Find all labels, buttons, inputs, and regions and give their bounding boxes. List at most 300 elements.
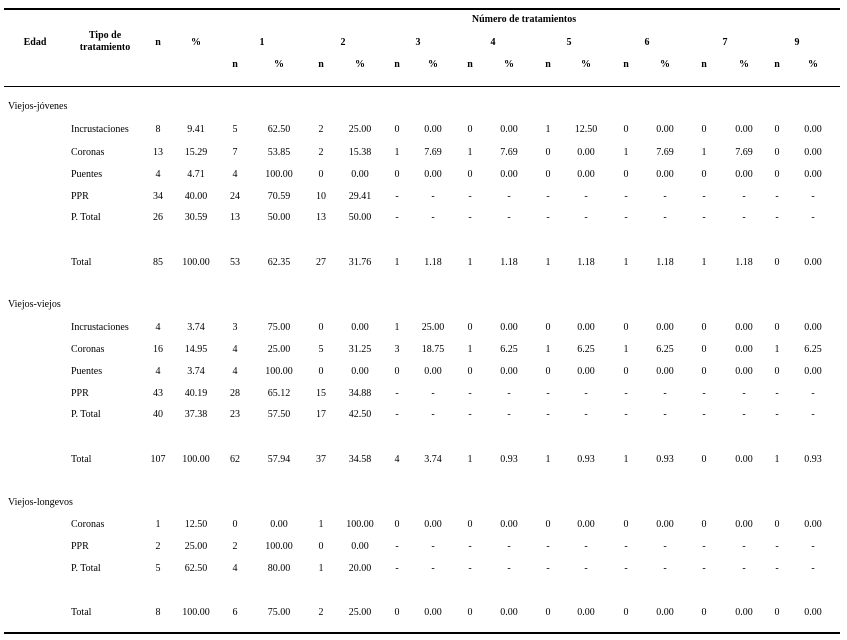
table-cell: 7.69 (656, 147, 674, 158)
header-sub-n: n (394, 59, 400, 70)
header-divider-rule (4, 86, 840, 87)
table-cell: 34 (153, 191, 163, 202)
row-label: PPR (71, 388, 89, 399)
table-cell: 0.00 (500, 322, 518, 333)
table-cell: 0 (774, 322, 780, 333)
total-cell: 1 (467, 454, 473, 465)
total-cell: 1 (394, 257, 400, 268)
table-cell: 12.50 (574, 124, 598, 135)
table-cell: - (468, 191, 472, 202)
table-cell: 1 (774, 344, 780, 355)
table-cell: 0 (467, 322, 473, 333)
table-cell: 65.12 (267, 388, 291, 399)
table-cell: 62.50 (267, 124, 291, 135)
total-cell: 1.18 (656, 257, 674, 268)
table-cell: - (546, 212, 550, 223)
table-cell: 1 (623, 147, 629, 158)
table-cell: 0.00 (804, 366, 822, 377)
table-cell: 23 (230, 409, 240, 420)
total-cell: 1 (623, 454, 629, 465)
table-cell: 25.00 (267, 344, 291, 355)
table-cell: 0 (623, 322, 629, 333)
table-cell: - (431, 212, 435, 223)
table-cell: - (663, 541, 667, 552)
row-label: Incrustaciones (71, 322, 129, 333)
table-cell: 1 (394, 147, 400, 158)
table-cell: 7.69 (424, 147, 442, 158)
table-cell: 0 (232, 519, 238, 530)
table-cell: 0 (701, 169, 707, 180)
total-cell: 0.00 (804, 257, 822, 268)
table-cell: - (546, 563, 550, 574)
total-cell: 37 (316, 454, 326, 465)
table-cell: - (624, 409, 628, 420)
table-cell: 0 (318, 322, 324, 333)
table-cell: 0 (467, 169, 473, 180)
header-group-2: 2 (340, 37, 346, 48)
table-cell: 0.00 (656, 519, 674, 530)
table-cell: - (775, 409, 779, 420)
table-cell: 0.00 (500, 366, 518, 377)
table-cell: - (624, 541, 628, 552)
table-cell: - (584, 388, 588, 399)
total-cell: 1 (623, 257, 629, 268)
table-cell: 0 (774, 366, 780, 377)
row-label: PPR (71, 191, 89, 202)
table-cell: - (395, 563, 399, 574)
table-cell: 1 (623, 344, 629, 355)
table-cell: 0 (623, 169, 629, 180)
table-cell: 9.41 (187, 124, 205, 135)
table-cell: - (663, 563, 667, 574)
table-cell: 100.00 (265, 169, 293, 180)
header-numero-tratamientos: Número de tratamientos (471, 14, 577, 25)
table-cell: 50.00 (348, 212, 372, 223)
table-cell: 100.00 (265, 366, 293, 377)
table-cell: 1 (394, 322, 400, 333)
total-cell: 0.00 (735, 454, 753, 465)
table-cell: 0.00 (577, 519, 595, 530)
table-cell: 14.95 (184, 344, 208, 355)
table-cell: 18.75 (421, 344, 445, 355)
table-cell: - (546, 541, 550, 552)
table-cell: 0.00 (500, 169, 518, 180)
total-cell: 0.00 (804, 607, 822, 618)
table-cell: - (624, 191, 628, 202)
table-cell: 1 (467, 147, 473, 158)
table-cell: 100.00 (265, 541, 293, 552)
table-cell: 0.00 (351, 322, 369, 333)
table-cell: 0.00 (656, 322, 674, 333)
total-cell: 2 (318, 607, 324, 618)
table-cell: 0 (394, 366, 400, 377)
total-cell: 3.74 (424, 454, 442, 465)
table-cell: - (431, 541, 435, 552)
total-cell: 4 (394, 454, 400, 465)
table-cell: 0.00 (577, 366, 595, 377)
table-cell: 0.00 (804, 322, 822, 333)
table-cell: 0 (545, 366, 551, 377)
table-cell: 0.00 (656, 169, 674, 180)
table-cell: 100.00 (346, 519, 374, 530)
header-sub-pct: % (274, 59, 284, 70)
row-label: Puentes (71, 366, 103, 377)
table-cell: 0.00 (577, 169, 595, 180)
total-row-label: Total (71, 454, 92, 465)
table-cell: 0 (318, 366, 324, 377)
header-edad: Edad (23, 37, 47, 48)
total-cell: 0 (545, 607, 551, 618)
table-cell: - (584, 191, 588, 202)
header-sub-n: n (232, 59, 238, 70)
total-cell: 0.00 (656, 607, 674, 618)
total-cell: 0.93 (577, 454, 595, 465)
table-cell: - (507, 388, 511, 399)
table-cell: 0 (545, 519, 551, 530)
header-sub-n: n (701, 59, 707, 70)
table-cell: 1 (318, 563, 324, 574)
table-cell: 0.00 (735, 366, 753, 377)
header-sub-pct: % (739, 59, 749, 70)
total-cell: 1 (701, 257, 707, 268)
table-cell: - (663, 388, 667, 399)
table-cell: 40 (153, 409, 163, 420)
row-label: Incrustaciones (71, 124, 129, 135)
header-group-3: 3 (415, 37, 421, 48)
table-cell: 0.00 (735, 519, 753, 530)
table-cell: 15.38 (348, 147, 372, 158)
section-label: Viejos-jóvenes (8, 101, 68, 112)
table-cell: - (742, 541, 746, 552)
table-cell: 4.71 (187, 169, 205, 180)
table-cell: - (507, 541, 511, 552)
table-cell: 0 (623, 519, 629, 530)
table-cell: - (702, 212, 706, 223)
table-cell: 24 (230, 191, 240, 202)
table-cell: 12.50 (184, 519, 208, 530)
table-cell: - (702, 388, 706, 399)
table-cell: - (584, 541, 588, 552)
total-cell: 0 (701, 454, 707, 465)
table-cell: 0.00 (577, 322, 595, 333)
table-cell: 0 (394, 519, 400, 530)
table-cell: - (811, 409, 815, 420)
total-cell: 0 (774, 607, 780, 618)
total-cell: 0 (623, 607, 629, 618)
total-cell: 0.00 (500, 607, 518, 618)
header-sub-pct: % (428, 59, 438, 70)
total-cell: 0.93 (656, 454, 674, 465)
table-cell: 40.19 (184, 388, 208, 399)
total-cell: 57.94 (267, 454, 291, 465)
table-cell: 13 (153, 147, 163, 158)
table-cell: - (395, 541, 399, 552)
table-cell: - (811, 191, 815, 202)
table-cell: 0.00 (351, 541, 369, 552)
table-cell: 5 (232, 124, 238, 135)
table-cell: - (811, 563, 815, 574)
header-sub-n: n (623, 59, 629, 70)
total-cell: 0 (774, 257, 780, 268)
table-cell: - (702, 541, 706, 552)
table-cell: 4 (232, 169, 238, 180)
table-cell: 37.38 (184, 409, 208, 420)
table-cell: 17 (316, 409, 326, 420)
table-cell: 0 (774, 519, 780, 530)
table-cell: 0 (701, 124, 707, 135)
table-cell: 70.59 (267, 191, 291, 202)
table-cell: - (468, 388, 472, 399)
table-cell: - (663, 212, 667, 223)
header-group-9: 9 (794, 37, 800, 48)
table-cell: - (546, 409, 550, 420)
header-sub-pct: % (660, 59, 670, 70)
table-cell: 5 (155, 563, 161, 574)
table-cell: - (584, 409, 588, 420)
total-row-label: Total (71, 257, 92, 268)
table-cell: 8 (155, 124, 161, 135)
table-cell: 0.00 (424, 124, 442, 135)
table-cell: 25.00 (348, 124, 372, 135)
total-cell: 85 (153, 257, 163, 268)
total-cell: 0 (394, 607, 400, 618)
total-cell: 0.00 (735, 607, 753, 618)
total-cell: 1.18 (577, 257, 595, 268)
table-cell: 4 (232, 344, 238, 355)
table-cell: - (468, 212, 472, 223)
table-cell: 34.88 (348, 388, 372, 399)
total-cell: 1 (774, 454, 780, 465)
table-cell: 10 (316, 191, 326, 202)
table-cell: - (395, 212, 399, 223)
table-cell: 0 (467, 519, 473, 530)
table-cell: - (702, 191, 706, 202)
table-cell: 1 (155, 519, 161, 530)
table-cell: 0 (545, 147, 551, 158)
table-cell: 1 (545, 124, 551, 135)
table-cell: 0.00 (735, 344, 753, 355)
table-cell: 6.25 (500, 344, 518, 355)
header-group-7: 7 (722, 37, 728, 48)
table-cell: 43 (153, 388, 163, 399)
table-cell: 0.00 (424, 519, 442, 530)
table-cell: - (468, 409, 472, 420)
table-cell: - (395, 191, 399, 202)
total-cell: 8 (155, 607, 161, 618)
table-cell: - (395, 409, 399, 420)
table-cell: 0 (545, 322, 551, 333)
table-cell: 0 (701, 519, 707, 530)
total-cell: 100.00 (182, 454, 210, 465)
table-cell: 0 (394, 169, 400, 180)
header-sub-n: n (545, 59, 551, 70)
table-cell: - (395, 388, 399, 399)
total-cell: 75.00 (267, 607, 291, 618)
table-cell: 7.69 (735, 147, 753, 158)
table-cell: - (507, 212, 511, 223)
table-cell: - (702, 563, 706, 574)
table-cell: - (584, 563, 588, 574)
table-cell: 0.00 (351, 169, 369, 180)
table-cell: - (702, 409, 706, 420)
table-cell: 28 (230, 388, 240, 399)
table-cell: 0.00 (656, 366, 674, 377)
table-cell: 1 (701, 147, 707, 158)
table-cell: 75.00 (267, 322, 291, 333)
header-sub-n: n (467, 59, 473, 70)
table-cell: 6.25 (656, 344, 674, 355)
table-cell: - (624, 563, 628, 574)
table-cell: 0.00 (424, 169, 442, 180)
table-cell: 7 (232, 147, 238, 158)
table-cell: 7.69 (500, 147, 518, 158)
table-cell: - (742, 563, 746, 574)
table-cell: 42.50 (348, 409, 372, 420)
table-cell: - (811, 541, 815, 552)
table-cell: 0.00 (500, 124, 518, 135)
header-sub-pct: % (808, 59, 818, 70)
table-cell: 53.85 (267, 147, 291, 158)
row-label: P. Total (71, 409, 101, 420)
table-cell: - (468, 541, 472, 552)
row-label: P. Total (71, 563, 101, 574)
table-cell: - (431, 563, 435, 574)
table-cell: 20.00 (348, 563, 372, 574)
header-group-6: 6 (644, 37, 650, 48)
header-sub-pct: % (504, 59, 514, 70)
table-cell: 16 (153, 344, 163, 355)
top-rule (4, 8, 840, 10)
table-cell: - (811, 212, 815, 223)
table-cell: 29.41 (348, 191, 372, 202)
table-cell: - (507, 191, 511, 202)
total-cell: 0.00 (424, 607, 442, 618)
table-cell: 3.74 (187, 366, 205, 377)
table-cell: - (775, 541, 779, 552)
total-cell: 27 (316, 257, 326, 268)
table-cell: 40.00 (184, 191, 208, 202)
table-cell: 0.00 (351, 366, 369, 377)
total-cell: 0.00 (577, 607, 595, 618)
table-cell: - (775, 212, 779, 223)
total-cell: 0.93 (500, 454, 518, 465)
table-cell: 0 (394, 124, 400, 135)
header-group-5: 5 (566, 37, 572, 48)
table-cell: - (584, 212, 588, 223)
table-cell: 4 (155, 322, 161, 333)
table-cell: 15.29 (184, 147, 208, 158)
table-cell: 0 (623, 366, 629, 377)
table-cell: 3.74 (187, 322, 205, 333)
table-cell: 62.50 (184, 563, 208, 574)
table-cell: 1 (545, 344, 551, 355)
table-cell: 2 (318, 147, 324, 158)
table-cell: 2 (155, 541, 161, 552)
table-cell: - (546, 191, 550, 202)
table-cell: - (742, 212, 746, 223)
table-cell: 3 (394, 344, 400, 355)
total-cell: 1 (545, 454, 551, 465)
total-cell: 62 (230, 454, 240, 465)
table-cell: 4 (232, 366, 238, 377)
row-label: PPR (71, 541, 89, 552)
section-label: Viejos-longevos (8, 497, 73, 508)
table-cell: - (468, 563, 472, 574)
table-cell: 5 (318, 344, 324, 355)
total-cell: 53 (230, 257, 240, 268)
header-group-1: 1 (259, 37, 265, 48)
table-cell: 13 (316, 212, 326, 223)
table-cell: - (431, 191, 435, 202)
table-cell: 0.00 (656, 124, 674, 135)
row-label: Coronas (71, 147, 105, 158)
table-cell: 4 (155, 169, 161, 180)
table-cell: 0.00 (735, 169, 753, 180)
table-cell: 2 (318, 124, 324, 135)
header-pct: % (191, 37, 201, 48)
table-cell: 0 (545, 169, 551, 180)
table-cell: 0 (701, 344, 707, 355)
table-cell: 6.25 (577, 344, 595, 355)
total-row-label: Total (71, 607, 92, 618)
row-label: P. Total (71, 212, 101, 223)
table-cell: 0 (701, 366, 707, 377)
table-cell: 0.00 (424, 366, 442, 377)
table-cell: 3 (232, 322, 238, 333)
table-cell: 0.00 (270, 519, 288, 530)
row-label: Coronas (71, 344, 105, 355)
table-cell: 4 (155, 366, 161, 377)
table-cell: - (624, 388, 628, 399)
table-cell: 0.00 (500, 519, 518, 530)
table-cell: 0 (774, 147, 780, 158)
bottom-rule (4, 632, 840, 634)
total-cell: 1 (467, 257, 473, 268)
table-cell: 2 (232, 541, 238, 552)
table-cell: - (742, 409, 746, 420)
total-cell: 1.18 (735, 257, 753, 268)
table-cell: 31.25 (348, 344, 372, 355)
header-sub-pct: % (581, 59, 591, 70)
total-cell: 1.18 (424, 257, 442, 268)
total-cell: 1.18 (500, 257, 518, 268)
table-cell: 0 (623, 124, 629, 135)
table-cell: - (507, 409, 511, 420)
total-cell: 100.00 (182, 257, 210, 268)
table-cell: 25.00 (184, 541, 208, 552)
table-cell: 0.00 (735, 124, 753, 135)
table-cell: 30.59 (184, 212, 208, 223)
table-cell: - (663, 409, 667, 420)
table-cell: - (742, 388, 746, 399)
table-cell: 0.00 (804, 169, 822, 180)
header-tipo-tratamiento: Tipo de tratamiento (79, 30, 131, 53)
table-cell: 0 (774, 124, 780, 135)
table-cell: 6.25 (804, 344, 822, 355)
table-cell: - (624, 212, 628, 223)
total-cell: 100.00 (182, 607, 210, 618)
table-cell: 0 (467, 124, 473, 135)
total-cell: 0.93 (804, 454, 822, 465)
header-sub-pct: % (355, 59, 365, 70)
table-cell: 15 (316, 388, 326, 399)
table-cell: 57.50 (267, 409, 291, 420)
table-cell: - (431, 388, 435, 399)
header-sub-n: n (774, 59, 780, 70)
table-cell: - (775, 388, 779, 399)
table-cell: - (742, 191, 746, 202)
table-cell: 0 (774, 169, 780, 180)
